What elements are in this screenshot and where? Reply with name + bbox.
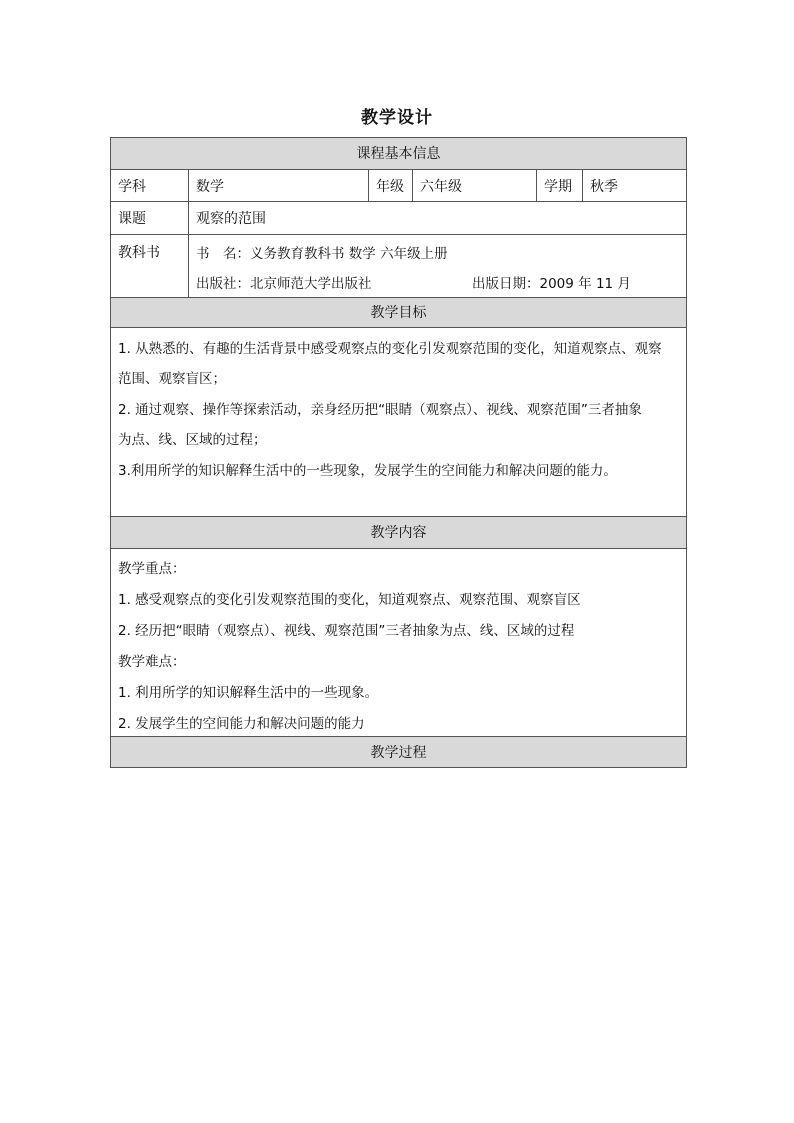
book-name: 书 名：义务教育教科书 数学 六年级上册 (196, 246, 448, 262)
subject-value: 数学 (188, 170, 368, 201)
textbook-label: 教科书 (118, 245, 160, 261)
publish-date: 出版日期：2009 年 11 月 (472, 276, 631, 292)
content-body (110, 548, 687, 736)
publisher: 出版社：北京师范大学出版社 (196, 276, 372, 292)
objectives-body (110, 327, 687, 516)
objectives-header-text: 教学目标 (370, 305, 427, 321)
grade-label: 年级 (368, 170, 412, 201)
objective-line: 范围、观察盲区； (118, 371, 226, 387)
basic-info-header-text: 课程基本信息 (356, 146, 441, 162)
key-point-item: 1. 感受观察点的变化引发观察范围的变化，知道观察点、观察范围、观察盲区 (118, 592, 581, 608)
textbook-info (188, 235, 686, 297)
content-header (110, 516, 687, 548)
topic-label: 课题 (118, 211, 146, 227)
lesson-plan-table (110, 137, 687, 768)
topic-row (110, 201, 687, 234)
difficult-point-item: 2. 发展学生的空间能力和解决问题的能力 (118, 716, 365, 732)
basic-info-header (110, 137, 687, 169)
objective-line: 3.利用所学的知识解释生活中的一些现象，发展学生的空间能力和解决问题的能力。 (118, 463, 617, 479)
textbook-row (110, 234, 687, 297)
process-header-text: 教学过程 (370, 745, 427, 761)
objective-line: 2. 通过观察、操作等探索活动，亲身经历把“眼睛（观察点）、视线、观察范围”三者抽象 (118, 402, 642, 418)
objectives-header (110, 297, 687, 327)
objective-line: 1. 从熟悉的、有趣的生活背景中感受观察点的变化引发观察范围的变化，知道观察点、观察 (118, 341, 662, 357)
key-point-item: 2. 经历把“眼睛（观察点）、视线、观察范围”三者抽象为点、线、区域的过程 (118, 623, 575, 639)
grade-value: 六年级 (412, 170, 536, 201)
document-title: 教学设计 (361, 108, 433, 128)
key-points-label: 教学重点： (118, 561, 186, 577)
term-label: 学期 (536, 170, 582, 201)
subject-row (110, 169, 687, 201)
content-header-text: 教学内容 (370, 525, 427, 541)
difficult-points-label: 教学难点： (118, 654, 186, 670)
process-header (110, 736, 687, 768)
objective-line: 为点、线、区域的过程； (118, 432, 267, 448)
term-value: 秋季 (582, 170, 686, 201)
subject-label: 学科 (118, 178, 146, 195)
topic-value: 观察的范围 (188, 202, 686, 234)
difficult-point-item: 1. 利用所学的知识解释生活中的一些现象。 (118, 685, 379, 701)
